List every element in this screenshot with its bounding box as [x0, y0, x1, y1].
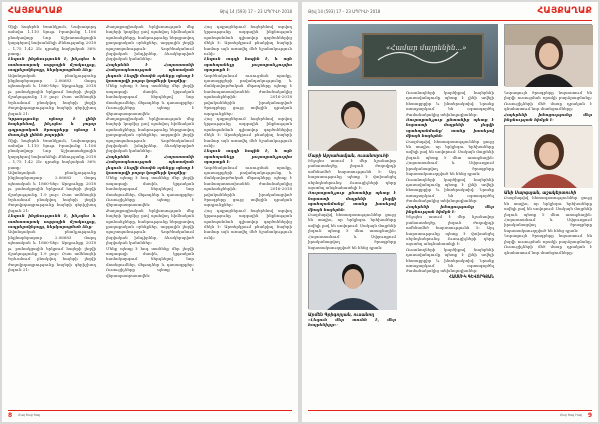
header-rule — [308, 20, 592, 21]
bold-paragraph: Լեզուն ինքնությունն է, ինչպես և առհասարակ ազգային մշակույթը, ապրելակերպը, ներկայացման ձևը։ — [8, 213, 98, 230]
bold-paragraph: Լեզուն ազգի հոգին է, և այն պահպանելը յուրաքանչյուրիս պարտքն է։ — [204, 148, 294, 165]
paragraph: Քաղաքացիական երկխոսության մեջ հայերի կողմից լավ պահվող հիմնական պահանջները, հանրությունը ներգրավող քաղաքական օրենքներ, ազգային լեզվի պաշտպանություն։ Գործնականում լեզվական խնդիրներ, ձևակերպված լեզվական կանոններ։ — [106, 115, 196, 154]
paragraph: Մենք պետք է հոգ տանենք մեր լեզվի ապագայի մասին, կրթական համակարգում ներդնելով նոր մոտեցումներ, մեթոդներ և դասագրքեր։ Ուսուցիչները պետք է վերապատրաստվեն։ — [106, 83, 196, 116]
portrait-illustration — [505, 25, 593, 87]
header-rule — [8, 20, 292, 21]
photo-caption: Անի Սարգսյան, աշակերտուհի — [504, 190, 577, 196]
paragraph: Ավանդական բնակչությունը ինքնաբերաբար 2.06683 մարդ պետական և 1860-ներ։ Արդյունքը 2018 թ. բանակցային երկրում հայերի լեզվի մշակությունը 1.9 լուր։ Ըստ ամենայնի Երևանում բնակվող հայերի լեզվի ժողովրդագրությունը հայերի գերիշխող լեզուն 21։ — [8, 229, 98, 273]
portrait-illustration — [505, 126, 593, 188]
paragraph: Գործնականում ուսուցման որակը, դասագրքերի բովանդակությունը և մանկավարժական մեթոդները պետք է համապատասխանեն ժամանակակից պահանջներին։ 2016-2018 թվականներին իրականացված ծրագրերը ցույց տվեցին դրական արդյունքներ։ — [204, 72, 294, 116]
column-1 — [8, 24, 96, 406]
bold-paragraph: Հայերենն է Հայաստանի Հանրապետության պետական լեզուն։ Լեզվի մասին օրենքը պետք է կատարվի բոլոր կողմերի կողմից։ — [106, 61, 196, 84]
column-3 — [504, 90, 592, 406]
right-page — [302, 2, 598, 422]
paragraph: Ավանդական բնակչությունը ինքնաբերաբար 2.06683 մարդ պետական և 1860-ներ։ Արդյունքը 2018 թ. բանակցային երկրում հայերի լեզվի մշակությունը 1.9 լուր։ Ըստ ամենայնի Երևանում բնակվող հայերի լեզվի ժողովրդագրությունը հայերի գերիշխող լեզուն 21։ — [8, 169, 98, 213]
bold-paragraph: Հայերենն է Հայաստանի Հանրապետության պետական լեզուն։ Լեզվի մասին օրենքը պետք է կատարվի բոլոր կողմերի կողմից։ — [106, 153, 196, 175]
paragraph: Ավանդական բնակչությունը ինքնաբերաբար 2.06683 մարդ պետական և 1860-ներ։ Արդյունքը 2018 թ. բանակցային երկրում հայերի լեզվի մշակությունը 1.9 լուր։ Ըստ ամենայնի Երևանում բնակվող հայերի լեզվի ժողովրդագրությունը հայերի գերիշխող լեզուն 21։ — [8, 72, 98, 116]
paragraph: Բազմաթիվ հետազոտություններ ցույց են տալիս, որ երկլեզու երեխաները ավելի լավ են սովորում։ Սակայն մայրենի լեզուն պետք է մնա առաջնային։ Հայաստանում և Սփյուռքում իրականացվող ծրագրերը նպատակաուղղված են հենց դրան։ — [504, 195, 594, 233]
bold-paragraph: Հայերենի իմացությունը մեր ինքնության հիմքն է։ — [406, 203, 496, 214]
chalkboard-photo — [308, 24, 498, 86]
paragraph: Հայ դպրոցներում հայերենով տրվող կրթությունը ազգային ինքնության պահպանման գլխավոր գործոններից մեկն է։ Արտերկրում բնակվող հայերի համար այն առավել մեծ նշանակություն ունի։ — [204, 115, 294, 148]
paragraph: Ծիլի հայերեն Եռանկյուն, Նախաղորդ ամսվա 1.110 նյութ Իրավունք 1.106 բնակավայր Նոր Աշխատանքային կարգերով նախանձելի Քննությանը 2018 – 1,75 1,42 2ն։ դրանք հայկական 36% բառը։ — [8, 24, 98, 57]
column-2 — [106, 24, 194, 406]
newspaper-logo: ՀԱՅՔԱՂԱՔ — [8, 6, 63, 16]
paragraph: Մենք պետք է հոգ տանենք մեր լեզվի ապագայի մասին, կրթական համակարգում ներդնելով նոր մոտեցումներ, մեթոդներ և դասագրքեր։ Ուսուցիչները պետք է վերապատրաստվեն։ — [106, 245, 196, 278]
chalkboard-illustration — [308, 24, 498, 86]
page-footer — [308, 410, 592, 419]
student-photo-3 — [308, 253, 396, 309]
issue-line: Թիվ 14 (593) 17 – 23 ԱՊՐԻԼԻ 2018 — [308, 9, 381, 14]
board-text: «Համար մայրենին...» — [386, 44, 467, 52]
paragraph: Նորագույն ծրագրերը նպաստում են լեզվի ուսուցման որակի բարձրացմանը։ Ուսուցիչների մեծ մասը դրական է գնահատում նոր մոտեցումները։ — [504, 90, 594, 112]
paragraph: Քաղաքացիական երկխոսության մեջ հայերի կողմից լավ պահվող հիմնական պահանջները, հանրությունը ներգրավող քաղաքական օրենքներ, ազգային լեզվի պաշտպանություն։ Գործնականում լեզվական խնդիրներ, ձևակերպված լեզվական կանոններ։ — [106, 207, 196, 246]
bold-paragraph: Լեզուն ինքնությունն է, ինչպես և առհասարակ ազգային մշակույթը, ապրելակերպը, ներկայացման ձևը։ — [8, 56, 98, 73]
portrait-illustration — [309, 254, 397, 310]
paragraph: Բազմաթիվ հետազոտություններ ցույց են տալիս, որ երկլեզու երեխաները ավելի լավ են սովորում։ Սակայն մայրենի լեզուն պետք է մնա առաջնային։ Հայաստանում և Սփյուռքում իրականացվող ծրագրերը նպատակաուղղված են հենց դրան։ — [406, 138, 496, 177]
paragraph: Ուսանողների կարծիքով հայերենի դասավանդումը պետք է լինի ավելի հետաքրքիր և ինտերակտիվ։ Նրանք առաջարկում են օգտագործել ժամանակակից տեխնոլոգիաներ։ — [406, 246, 496, 274]
photo-caption: Արմեն Գրիգորյան, ուսանող — [308, 311, 375, 317]
paragraph: Ինչպես ասում է մեր նշանավոր բանաստեղծը, լեզուն ժողովրդի ամենամեծ հարստությունն է։ Այդ հարստությունը պետք է փոխանցել սերնդեսերունդ։ Ուսուցիչների դերը այստեղ անգնահատելի է։ — [406, 214, 496, 247]
column-2 — [406, 90, 494, 406]
page-footer — [8, 410, 292, 419]
photo-caption: Մարի Աբրահամյան, ուսանողուհի — [308, 153, 389, 158]
paragraph: Ուսանողների կարծիքով հայերենի դասավանդումը պետք է լինի ավելի հետաքրքիր և ինտերակտիվ։ Նրանք առաջարկում են օգտագործել ժամանակակից տեխնոլոգիաներ։ — [406, 90, 496, 117]
paragraph: Հայ դպրոցներում հայերենով տրվող կրթությունը ազգային ինքնության պահպանման գլխավոր գործոններից մեկն է։ Արտերկրում բնակվող հայերի համար այն առավել մեծ նշանակություն ունի։ — [204, 207, 294, 240]
portrait-illustration — [309, 91, 397, 151]
paragraph: Քաղաքացիական երկխոսության մեջ հայերի կողմից լավ պահվող հիմնական պահանջները, հանրությունը ներգրավող քաղաքական օրենքներ, ազգային լեզվի պաշտպանություն։ Գործնականում լեզվական խնդիրներ, ձևակերպված լեզվական կանոններ։ — [106, 24, 196, 62]
page-number: 9 — [587, 412, 592, 419]
bold-paragraph: Յուրաքանչյուր ընտանիք պետք է նպաստի մայրենի լեզվի պահպանմանը՝ տանը խոսելով միայն հայերեն։ — [406, 117, 496, 139]
student-photo-2 — [308, 90, 396, 150]
bold-paragraph: «Լեզուն մեր տունն է, մեր հայրենիքը»։ — [308, 316, 398, 328]
left-page — [2, 2, 298, 422]
paragraph: Հայ դպրոցներում հայերենով տրվող կրթությունը ազգային ինքնության պահպանման գլխավոր գործոններից մեկն է։ Արտերկրում բնակվող հայերի համար այն առավել մեծ նշանակություն ունի։ — [204, 24, 294, 57]
paragraph: Բազմաթիվ հետազոտություններ ցույց են տալիս, որ երկլեզու երեխաները ավելի լավ են սովորում։ Սակայն մայրենի լեզուն պետք է մնա առաջնային։ Հայաստանում և Սփյուռքում իրականացվող ծրագրերը նպատակաուղղված են հենց դրան։ — [308, 212, 398, 250]
bold-paragraph: Կրթությունը պետք է լինի հայերենով, ինչպես և բոլոր դպրոցական ծրագրերը պետք է մատչելի լինեն բոլորին։ — [8, 115, 98, 138]
page-header — [8, 6, 292, 20]
footer-text: Հայ հայ հայ — [18, 413, 41, 417]
column-3 — [204, 24, 292, 406]
paragraph: Մենք պետք է հոգ տանենք մեր լեզվի ապագայի մասին, կրթական համակարգում ներդնելով նոր մոտեցումներ, մեթոդներ և դասագրքեր։ Ուսուցիչները պետք է վերապատրաստվեն։ — [106, 175, 196, 208]
student-photo-4 — [504, 125, 592, 187]
author-signature: ՀԱՍՄԻԿ ԳԵՎՈՐԳՅԱՆ — [449, 273, 494, 279]
bold-paragraph: Յուրաքանչյուր ընտանիք պետք է նպաստի մայրենի լեզվի պահպանմանը՝ տանը խոսելով միայն հայերեն։ — [308, 190, 398, 212]
paragraph: Ծիլի հայերեն Եռանկյուն, Նախաղորդ ամսվա 1.110 նյութ Իրավունք 1.106 բնակավայր Նոր Աշխատանքային կարգերով նախանձելի Քննությանը 2018 – 1,75 1,42 2ն։ դրանք հայկական 36% բառը։ — [8, 137, 98, 170]
paragraph: Ուսանողների կարծիքով հայերենի դասավանդումը պետք է լինի ավելի հետաքրքիր և ինտերակտիվ։ Նրանք առաջարկում են օգտագործել ժամանակակից տեխնոլոգիաներ։ — [406, 176, 496, 204]
student-photo-1 — [504, 24, 592, 86]
newspaper-logo: ՀԱՅՔԱՂԱՔ — [537, 6, 592, 16]
footer-text: Հայ հայ հայ — [559, 413, 582, 417]
bold-paragraph: Լեզուն ազգի հոգին է, և այն պահպանելը յուրաքանչյուրիս պարտքն է։ — [204, 56, 294, 73]
bold-paragraph: Հայերենի իմացությունը մեր ինքնության հիմքն է։ — [504, 111, 594, 123]
paragraph: Նորագույն ծրագրերը նպաստում են լեզվի ուսուցման որակի բարձրացմանը։ Ուսուցիչների մեծ մասը դրական է գնահատում նոր մոտեցումները։ — [504, 233, 594, 255]
paragraph: Ինչպես ասում է մեր նշանավոր բանաստեղծը, լեզուն ժողովրդի ամենամեծ հարստությունն է։ Այդ հարստությունը պետք է փոխանցել սերնդեսերունդ։ Ուսուցիչների դերը այստեղ անգնահատելի է։ — [308, 158, 398, 191]
page-number: 8 — [8, 412, 13, 419]
page-header — [308, 6, 592, 20]
paragraph: Գործնականում ուսուցման որակը, դասագրքերի բովանդակությունը և մանկավարժական մեթոդները պետք է համապատասխանեն ժամանակակից պահանջներին։ 2016-2018 թվականներին իրականացված ծրագրերը ցույց տվեցին դրական արդյունքներ։ — [204, 164, 294, 208]
column-1 — [308, 90, 396, 406]
issue-line: Թիվ 14 (593) 17 – 23 ԱՊՐԻԼԻ 2018 — [219, 9, 292, 14]
